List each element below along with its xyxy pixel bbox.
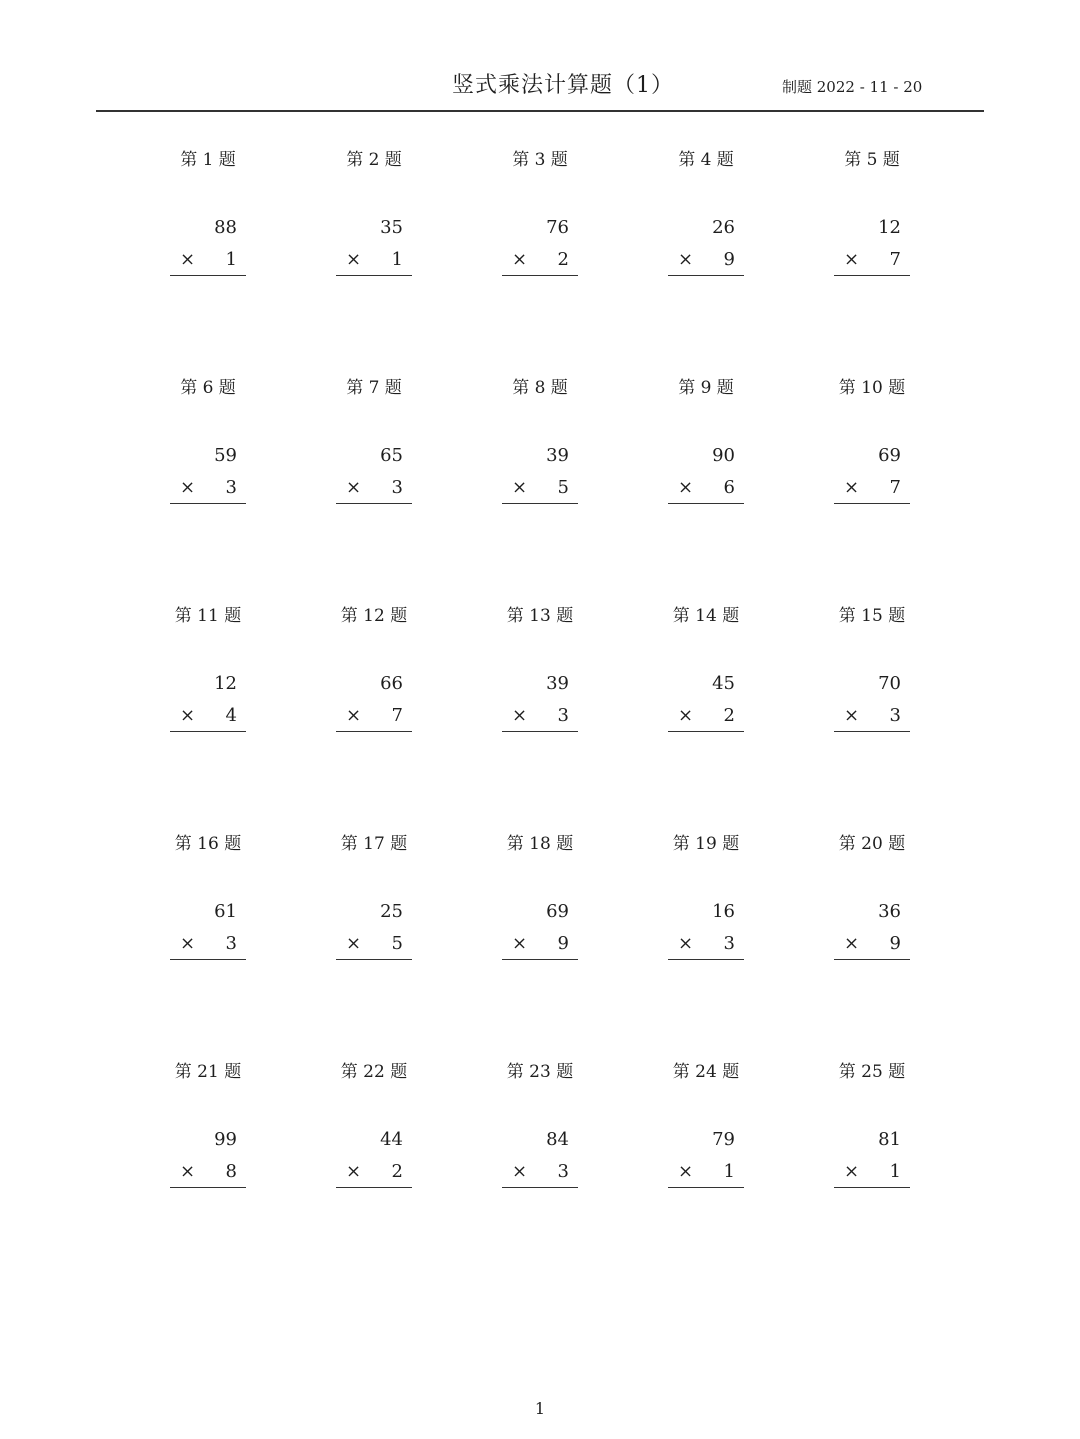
answer-line <box>502 1187 578 1188</box>
multiplicand: 44 <box>380 1129 403 1150</box>
problem-label: 第 16 题 <box>174 834 242 854</box>
multiply-sign: × <box>180 705 196 726</box>
problem-item <box>125 371 291 571</box>
problem-item <box>457 371 623 571</box>
answer-line <box>336 503 412 504</box>
problem-item <box>457 599 623 799</box>
answer-line <box>170 1187 246 1188</box>
multiplicand: 66 <box>380 673 403 694</box>
multiplicand: 12 <box>878 217 901 238</box>
multiply-sign: × <box>512 477 528 498</box>
multiplier: 1 <box>225 249 237 270</box>
problem-label: 第 19 题 <box>672 834 740 854</box>
multiply-sign: × <box>844 477 860 498</box>
multiplier: 7 <box>889 249 901 270</box>
answer-line <box>336 959 412 960</box>
multiplier: 9 <box>889 933 901 954</box>
page-title: 竖式乘法计算题（1） <box>452 73 674 98</box>
page-header <box>0 0 1080 120</box>
answer-line <box>170 275 246 276</box>
multiplicand: 81 <box>878 1129 901 1150</box>
problem-label: 第 1 题 <box>180 150 236 170</box>
multiply-sign: × <box>180 249 196 270</box>
multiply-sign: × <box>346 249 362 270</box>
answer-line <box>834 275 910 276</box>
problem-label: 第 9 题 <box>678 378 734 398</box>
answer-line <box>668 275 744 276</box>
multiplier: 7 <box>391 705 403 726</box>
multiply-sign: × <box>346 1161 362 1182</box>
problem-label: 第 5 题 <box>844 150 900 170</box>
answer-line <box>336 731 412 732</box>
answer-line <box>834 1187 910 1188</box>
problem-label: 第 7 题 <box>346 378 402 398</box>
problem-item <box>789 371 955 571</box>
problem-label: 第 18 题 <box>506 834 574 854</box>
multiplier: 3 <box>723 933 735 954</box>
problem-label: 第 13 题 <box>506 606 574 626</box>
answer-line <box>668 503 744 504</box>
problem-item <box>125 599 291 799</box>
multiplicand: 39 <box>546 673 569 694</box>
multiplier: 8 <box>225 1161 237 1182</box>
answer-line <box>502 503 578 504</box>
problem-label: 第 4 题 <box>678 150 734 170</box>
multiplicand: 36 <box>878 901 901 922</box>
problem-item <box>291 1055 457 1255</box>
multiplier: 9 <box>723 249 735 270</box>
multiply-sign: × <box>844 1161 860 1182</box>
answer-line <box>502 959 578 960</box>
multiplicand: 70 <box>878 673 901 694</box>
multiplicand: 69 <box>546 901 569 922</box>
multiplier: 1 <box>723 1161 735 1182</box>
multiplier: 5 <box>557 477 569 498</box>
problem-label: 第 17 题 <box>340 834 408 854</box>
multiply-sign: × <box>844 705 860 726</box>
multiply-sign: × <box>678 1161 694 1182</box>
multiplier: 3 <box>557 1161 569 1182</box>
problem-item <box>789 143 955 343</box>
answer-line <box>502 731 578 732</box>
problem-label: 第 15 题 <box>838 606 906 626</box>
multiplier: 3 <box>225 933 237 954</box>
page-number: 1 <box>534 1399 546 1418</box>
problem-label: 第 22 题 <box>340 1062 408 1082</box>
problem-item <box>125 1055 291 1255</box>
multiply-sign: × <box>180 1161 196 1182</box>
creation-date: 制题 2022 - 11 - 20 <box>782 78 923 96</box>
multiplicand: 12 <box>214 673 237 694</box>
problem-item <box>291 143 457 343</box>
multiplier: 2 <box>557 249 569 270</box>
multiplier: 9 <box>557 933 569 954</box>
multiplicand: 61 <box>214 901 237 922</box>
multiplicand: 45 <box>712 673 735 694</box>
problem-item <box>789 599 955 799</box>
multiplier: 2 <box>723 705 735 726</box>
problem-label: 第 14 题 <box>672 606 740 626</box>
multiplicand: 84 <box>546 1129 569 1150</box>
problem-item <box>623 827 789 1027</box>
multiplier: 1 <box>391 249 403 270</box>
multiplier: 7 <box>889 477 901 498</box>
problem-label: 第 2 题 <box>346 150 402 170</box>
multiply-sign: × <box>512 1161 528 1182</box>
multiplicand: 79 <box>712 1129 735 1150</box>
multiply-sign: × <box>346 933 362 954</box>
problem-label: 第 21 题 <box>174 1062 242 1082</box>
multiply-sign: × <box>678 249 694 270</box>
problem-label: 第 11 题 <box>174 606 242 626</box>
problem-label: 第 20 题 <box>838 834 906 854</box>
answer-line <box>834 731 910 732</box>
answer-line <box>336 275 412 276</box>
multiplicand: 16 <box>712 901 735 922</box>
problem-label: 第 23 题 <box>506 1062 574 1082</box>
multiplier: 3 <box>557 705 569 726</box>
problem-item <box>457 827 623 1027</box>
problem-item <box>623 143 789 343</box>
problem-label: 第 6 题 <box>180 378 236 398</box>
multiplicand: 65 <box>380 445 403 466</box>
answer-line <box>668 731 744 732</box>
answer-line <box>170 503 246 504</box>
problem-item <box>623 1055 789 1255</box>
multiplier: 3 <box>391 477 403 498</box>
multiplicand: 76 <box>546 217 569 238</box>
answer-line <box>170 959 246 960</box>
multiplier: 4 <box>225 705 237 726</box>
answer-line <box>834 959 910 960</box>
multiply-sign: × <box>512 933 528 954</box>
multiplier: 5 <box>391 933 403 954</box>
multiplier: 1 <box>889 1161 901 1182</box>
multiply-sign: × <box>678 477 694 498</box>
multiplier: 3 <box>889 705 901 726</box>
multiply-sign: × <box>512 249 528 270</box>
multiplicand: 25 <box>380 901 403 922</box>
answer-line <box>668 1187 744 1188</box>
multiplier: 2 <box>391 1161 403 1182</box>
problem-label: 第 12 题 <box>340 606 408 626</box>
answer-line <box>834 503 910 504</box>
problem-item <box>623 599 789 799</box>
problem-item <box>789 1055 955 1255</box>
multiplicand: 59 <box>214 445 237 466</box>
multiplicand: 90 <box>712 445 735 466</box>
multiplicand: 69 <box>878 445 901 466</box>
multiply-sign: × <box>678 705 694 726</box>
header-divider <box>96 110 984 112</box>
problem-item <box>457 143 623 343</box>
multiplicand: 88 <box>214 217 237 238</box>
multiplier: 3 <box>225 477 237 498</box>
multiply-sign: × <box>346 477 362 498</box>
answer-line <box>668 959 744 960</box>
problem-label: 第 3 题 <box>512 150 568 170</box>
problem-label: 第 25 题 <box>838 1062 906 1082</box>
problem-item <box>457 1055 623 1255</box>
problem-label: 第 24 题 <box>672 1062 740 1082</box>
multiplicand: 99 <box>214 1129 237 1150</box>
problem-item <box>125 143 291 343</box>
multiply-sign: × <box>180 477 196 498</box>
multiply-sign: × <box>346 705 362 726</box>
multiplicand: 35 <box>380 217 403 238</box>
answer-line <box>170 731 246 732</box>
problem-item <box>291 827 457 1027</box>
problem-item <box>291 599 457 799</box>
problem-label: 第 8 题 <box>512 378 568 398</box>
problem-item <box>291 371 457 571</box>
problem-item <box>125 827 291 1027</box>
multiply-sign: × <box>678 933 694 954</box>
multiplicand: 26 <box>712 217 735 238</box>
multiply-sign: × <box>180 933 196 954</box>
multiply-sign: × <box>512 705 528 726</box>
problem-item <box>623 371 789 571</box>
problem-item <box>789 827 955 1027</box>
answer-line <box>502 275 578 276</box>
multiplicand: 39 <box>546 445 569 466</box>
multiply-sign: × <box>844 249 860 270</box>
answer-line <box>336 1187 412 1188</box>
problem-label: 第 10 题 <box>838 378 906 398</box>
multiply-sign: × <box>844 933 860 954</box>
multiplier: 6 <box>723 477 735 498</box>
